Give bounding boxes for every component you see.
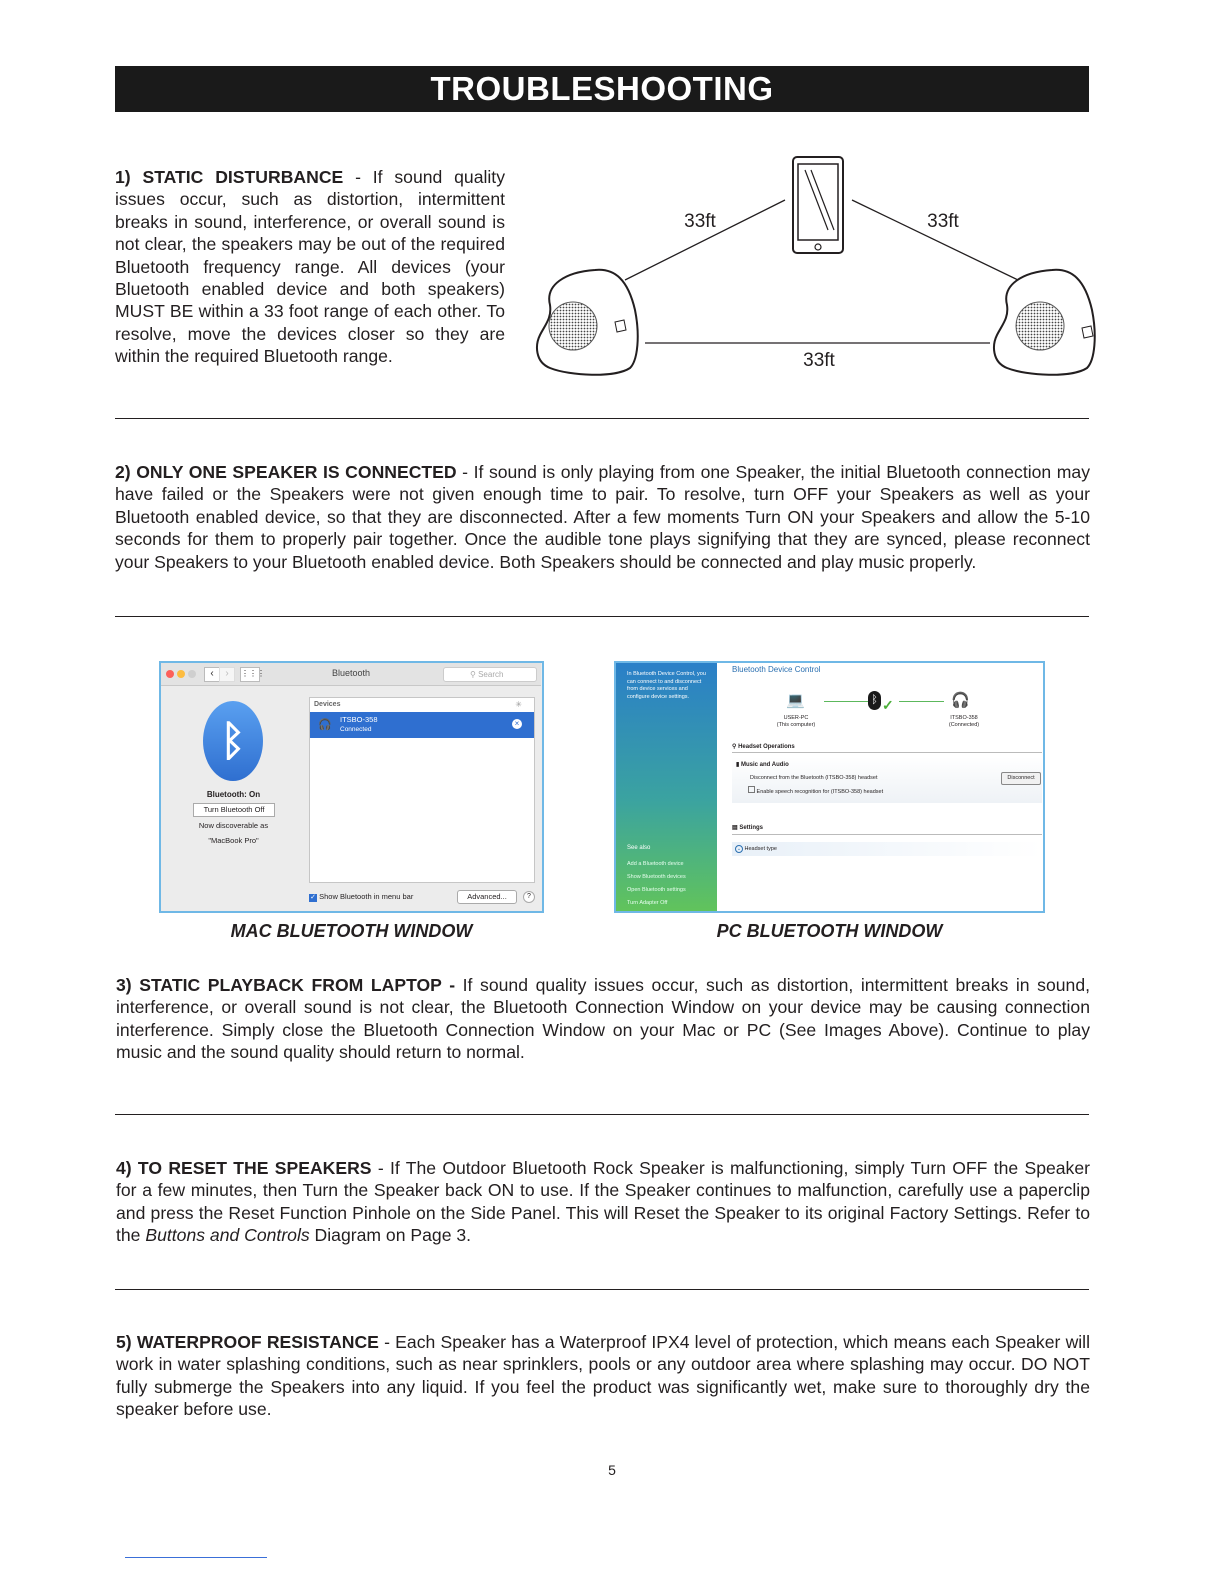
- grid-icon[interactable]: ⋮⋮⋮: [240, 667, 260, 682]
- music-audio: ▮ Music and Audio: [736, 762, 789, 768]
- headset-sub: (Connected): [948, 722, 980, 728]
- section-waterproof: [116, 1331, 1090, 1421]
- mac-window-title: Bluetooth: [331, 668, 371, 678]
- headset-operations: ⚲ Headset Operations: [732, 744, 795, 750]
- settings-heading: ▤ Settings: [732, 825, 764, 831]
- discoverable-line1: Now discoverable as: [198, 821, 269, 830]
- speaker-right-icon: [994, 270, 1095, 375]
- page-number: 5: [608, 1462, 616, 1478]
- spinner-icon: ✳: [515, 700, 522, 709]
- search-icon: ⚲: [470, 670, 476, 679]
- pc-sidebar: [616, 663, 717, 913]
- section-static-disturbance: [115, 166, 505, 368]
- computer-name: USER-PC: [783, 715, 809, 721]
- section-heading: 3) STATIC PLAYBACK FROM LAPTOP -: [116, 975, 456, 995]
- turn-bluetooth-off-button[interactable]: Turn Bluetooth Off: [193, 803, 275, 817]
- section-heading: 2) ONLY ONE SPEAKER IS CONNECTED: [115, 462, 457, 482]
- sidebar-links: [627, 858, 686, 910]
- section-heading: 5) WATERPROOF RESISTANCE: [116, 1332, 379, 1352]
- divider: [732, 752, 1042, 753]
- sidebar-link[interactable]: Add a Bluetooth device: [627, 861, 684, 867]
- discoverable-line2: "MacBook Pro": [208, 836, 259, 845]
- mac-titlebar: [161, 663, 541, 686]
- divider: [115, 616, 1089, 617]
- bluetooth-logo-icon: ᛒ: [203, 701, 263, 781]
- device-row[interactable]: [310, 712, 534, 738]
- mac-search-input[interactable]: ⚲ Search: [443, 667, 537, 682]
- divider: [115, 1114, 1089, 1115]
- phone-icon: [793, 157, 843, 253]
- range-label-left: 33ft: [684, 211, 716, 232]
- devices-header: Devices: [310, 698, 534, 713]
- devices-list: [309, 697, 535, 883]
- section-heading: 1) STATIC DISTURBANCE: [115, 167, 344, 187]
- pc-caption: PC BLUETOOTH WINDOW: [716, 921, 943, 941]
- sidebar-link[interactable]: Show Bluetooth devices: [627, 874, 686, 880]
- forward-icon[interactable]: ›: [219, 667, 235, 682]
- headset-icon: 🎧: [951, 692, 970, 709]
- page-title: TROUBLESHOOTING: [115, 66, 1089, 112]
- advanced-button[interactable]: Advanced...: [457, 890, 517, 904]
- pc-bluetooth-window: [614, 661, 1045, 913]
- headset-type-row[interactable]: [732, 842, 1042, 856]
- section-static-playback: [116, 974, 1090, 1064]
- disconnect-text: Disconnect from the Bluetooth (ITSBO-358) headset: [750, 775, 878, 781]
- computer-sub: (This computer): [776, 722, 816, 728]
- headset-name: ITSBO-358: [950, 715, 978, 721]
- headset-icon: 🎧: [318, 719, 332, 731]
- section-body: If sound quality issues occur, such as distortion, intermittent breaks in sound, interference, or overall sound is not clear, the Bluetooth Connection Window on your device may be causing connection interference. Simply close the Bluetooth Connection Window on your Mac or PC (See Images Above). Continue to play music and the sound quality should return to normal.: [116, 975, 1091, 1063]
- device-status: Connected: [340, 726, 372, 733]
- minimize-icon[interactable]: [177, 670, 185, 678]
- range-label-right: 33ft: [927, 211, 959, 232]
- pc-window-title: Bluetooth Device Control: [732, 665, 821, 674]
- disconnect-button[interactable]: Disconnect: [1001, 772, 1041, 785]
- computer-icon: 💻: [786, 692, 805, 709]
- sidebar-intro: In Bluetooth Device Control, you can connect to and disconnect from device services and configure device settings.: [627, 671, 706, 700]
- magnifier-icon: ⚲: [732, 744, 737, 750]
- link-line-left: [824, 701, 869, 702]
- mac-bluetooth-window: [159, 661, 544, 913]
- link-line-right: [899, 701, 944, 702]
- section-body-italic: Buttons and Controls: [145, 1225, 310, 1246]
- section-one-speaker: [115, 461, 1090, 573]
- footer-link-underline: [125, 1557, 267, 1558]
- remove-device-icon[interactable]: ×: [512, 719, 522, 729]
- section-body: - If sound quality issues occur, such as distortion, intermittent breaks in sound, interference, or overall sound is not clear, the speakers may be out of the required Bluetooth frequency range. All devices (your Bluetooth enabled device and both speakers) MUST BE within a 33 foot range of each other. To resolve, move the devices closer so they are within the required Bluetooth range.: [115, 167, 505, 367]
- chevron-down-icon: ⌄: [736, 846, 742, 852]
- checkmark-icon: ✓: [882, 697, 894, 713]
- sidebar-link[interactable]: Open Bluetooth settings: [627, 887, 686, 893]
- range-diagram: [520, 150, 1110, 390]
- speaker-left-icon: [537, 270, 638, 375]
- settings-icon: ▤: [732, 825, 738, 831]
- range-label-bottom: 33ft: [803, 350, 835, 371]
- section-body: Diagram on Page 3.: [309, 1225, 472, 1246]
- show-in-menu-checkbox[interactable]: ✓ Show Bluetooth in menu bar: [310, 892, 414, 901]
- section-heading: 4) TO RESET THE SPEAKERS: [116, 1158, 372, 1178]
- checkbox-icon: ✓: [310, 894, 316, 901]
- divider: [115, 418, 1089, 419]
- section-body: - Each Speaker has a Waterproof IPX4 level of protection, which means each Speaker will work in water splashing conditions, such as near sprinklers, pools or any outdoor area where splashing may occur. DO NOT fully submerge the Speakers into any liquid. If you feel the product was significantly wet, make sure to thoroughly dry the speaker before use.: [116, 1332, 1090, 1420]
- section-body: - If The Outdoor Bluetooth Rock Speaker is malfunctioning, simply Turn OFF the Speaker for a few minutes, then Turn the Speaker back ON to use. If the Speaker continues to malfunction, carefully use a paperclip and press the Reset Function Pinhole on the Side Panel. This will Reset the Speaker to its original Factory Settings. Refer to the: [116, 1158, 1090, 1246]
- section-body: - If sound is only playing from one Speaker, the initial Bluetooth connection may have failed or the Speakers were not given enough time to pair. To resolve, turn OFF your Speakers as well as your Bluetooth enabled device, so that they are disconnected. After a few moments Turn ON your Speakers and allow the 5-10 seconds for them to properly pair together. Once the audible tone plays signifying that they are synced, please reconnect your Speakers to your Bluetooth enabled device. Both Speakers should be connected and play music properly.: [115, 462, 1090, 572]
- see-also: See also: [627, 845, 651, 851]
- back-icon[interactable]: ‹: [204, 667, 220, 682]
- zoom-icon[interactable]: [188, 670, 196, 678]
- bluetooth-icon: ᛒ: [868, 691, 881, 710]
- headset-type[interactable]: ⌄ Headset type: [736, 846, 777, 852]
- divider: [732, 834, 1042, 835]
- help-button[interactable]: ?: [523, 891, 535, 903]
- close-icon[interactable]: [166, 670, 174, 678]
- bt-status: Bluetooth: On: [206, 790, 261, 799]
- section-reset: [116, 1157, 1090, 1247]
- checkbox-icon: [748, 786, 755, 793]
- device-name: ITSBO-358: [340, 715, 378, 724]
- speaker-icon: ▮: [736, 762, 740, 768]
- sidebar-link[interactable]: Turn Adapter Off: [627, 900, 668, 906]
- divider: [115, 1289, 1089, 1290]
- mac-caption: MAC BLUETOOTH WINDOW: [230, 921, 473, 941]
- speech-option[interactable]: Enable speech recognition for (ITSBO-358) headset: [748, 786, 883, 795]
